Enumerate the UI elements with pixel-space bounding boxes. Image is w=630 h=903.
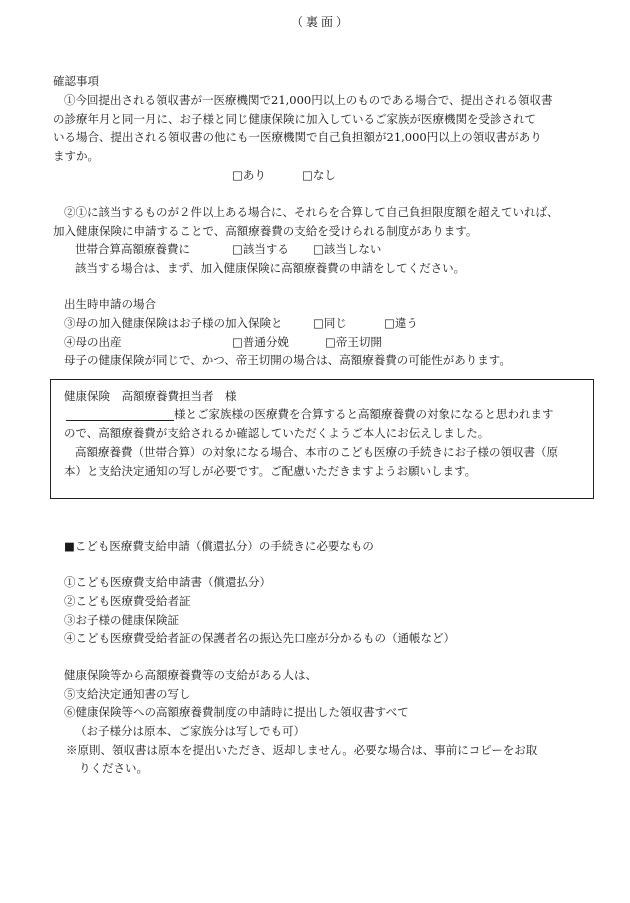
requirement-item: ②こども医療費受給者証 — [64, 594, 191, 608]
birth-note: 母子の健康保険が同じで、かつ、帝王切開の場合は、高額療養費の可能性があります。 — [64, 353, 511, 367]
q2-label: 世帯合算高額療養費に — [75, 242, 190, 256]
q1-no-checkbox[interactable]: □なし — [302, 168, 336, 182]
birth-heading: 出生時申請の場合 — [64, 297, 156, 311]
notice-line: 本）と支給決定通知の写しが必要です。ご配慮いただきますようお願いします。 — [64, 464, 477, 478]
remark-line: りください。 — [79, 761, 148, 775]
q4-label: ④母の出産 — [64, 335, 122, 349]
notice-line: 高額療養費（世帯合算）の対象になる場合、本市のこども医療の手続きにお子様の領収書（原 — [75, 445, 558, 459]
extra-heading: 健康保険等から高額療養費等の支給がある人は、 — [64, 668, 317, 682]
notice-line: 様とご家族様の医療費を合算すると高額療養費の対象になると思われます — [174, 407, 554, 421]
requirement-item: ③お子様の健康保険証 — [64, 613, 179, 627]
q3-diff-checkbox[interactable]: □違う — [384, 316, 418, 330]
requirements-heading: ■こども医療費支給申請（償還払分）の手続きに必要なもの — [64, 539, 374, 553]
remark-line: ※原則、領収書は原本を提出いただき、返却しません。必要な場合は、事前にコピーをお取 — [66, 743, 538, 757]
q2-line: ②①に該当するものが２件以上ある場合に、それらを合算して自己負担限度額を超えていれば、 — [64, 205, 559, 219]
q1-line: ①今回提出される領収書が一医療機関で21,000円以上のものである場合で、提出される領収書 — [64, 93, 553, 107]
extra-item: ⑤支給決定通知書の写し — [64, 687, 191, 701]
name-blank-underline — [66, 420, 174, 421]
q3-label: ③母の加入健康保険はお子様の加入保険と — [64, 316, 283, 330]
notice-addressee: 健康保険 高額療養費担当者 様 — [64, 389, 237, 403]
extra-item: ⑥健康保険等への高額療養費制度の申請時に提出した領収書すべて — [64, 705, 409, 719]
requirement-item: ①こども医療費支給申請書（償還払分） — [64, 575, 271, 589]
q2-note: 該当する場合は、まず、加入健康保険に高額療養費の申請をしてください。 — [75, 261, 466, 275]
requirement-item: ④こども医療費受給者証の保護者名の振込先口座が分かるもの（通帳など） — [64, 631, 455, 645]
q1-yes-checkbox[interactable]: □あり — [232, 168, 266, 182]
q4-normal-checkbox[interactable]: □普通分娩 — [232, 335, 289, 349]
q2-line: 加入健康保険に申請することで、高額療養費の支給を受けられる制度があります。 — [53, 224, 478, 238]
q4-cesarean-checkbox[interactable]: □帝王切開 — [325, 335, 382, 349]
q2-not-applies-checkbox[interactable]: □該当しない — [313, 242, 382, 256]
notice-line: ので、高額療養費が支給されるか確認していただくようご本人にお伝えしました。 — [64, 426, 490, 440]
confirm-heading: 確認事項 — [53, 74, 99, 88]
q1-line: ますか。 — [53, 149, 99, 163]
q2-applies-checkbox[interactable]: □該当する — [232, 242, 289, 256]
q1-line: の診療年月と同一月に、お子様と同じ健康保険に加入しているご家族が医療機関を受診されて — [53, 112, 536, 126]
q1-line: いる場合、提出される領収書の他にも一医療機関で自己負担額が21,000円以上の領収書があり — [53, 130, 542, 144]
extra-subnote: （お子様分は原本、ご家族分は写しでも可） — [75, 724, 305, 738]
q3-same-checkbox[interactable]: □同じ — [313, 316, 347, 330]
page-title: （裏面） — [291, 15, 352, 29]
